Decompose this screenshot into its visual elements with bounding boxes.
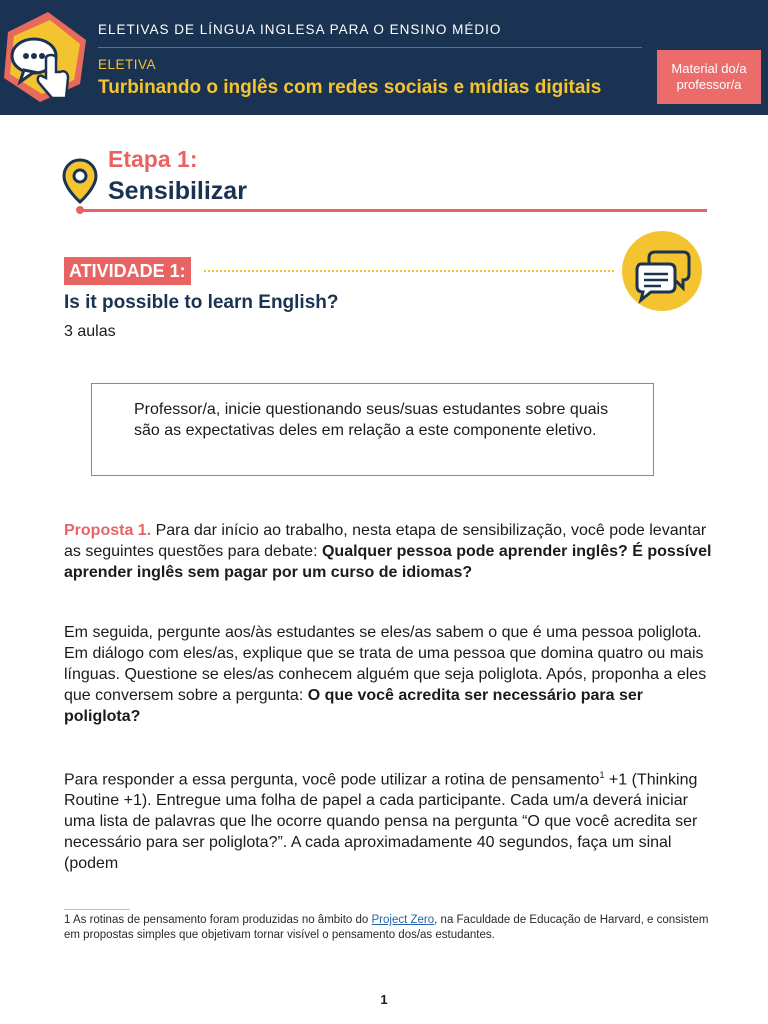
lesson-count: 3 aulas (64, 323, 116, 340)
footnote (64, 913, 714, 942)
location-pin-icon (62, 158, 98, 216)
stage-divider (80, 209, 707, 212)
footnote-divider (64, 909, 130, 910)
page-header (0, 0, 768, 115)
chat-touch-logo-icon (0, 12, 88, 102)
proposal-questions: Qualquer pessoa pode aprender inglês? É possível aprender inglês sem pagar por um curso de idiomas? (64, 543, 712, 581)
dotted-leader (204, 270, 614, 272)
stage-label: Etapa 1: (108, 146, 198, 172)
proposal-paragraph (64, 520, 714, 583)
proposal-text: Para dar início ao trabalho, nesta etapa de sensibilização, você pode levantar as seguintes questões para debate: (64, 522, 707, 560)
polyglot-question: O que você acredita ser necessário para ser poliglota? (64, 687, 643, 725)
teacher-note-text: Professor/a, inicie questionando seus/suas estudantes sobre quais são as expectativas deles em relação a este componente eletivo. (134, 401, 609, 439)
stage-name: Sensibilizar (108, 177, 247, 205)
footnote-number: 1 (64, 914, 71, 926)
project-zero-link[interactable]: Project Zero (371, 914, 435, 926)
proposal-lead: Proposta 1. (64, 522, 152, 539)
polyglot-paragraph (64, 622, 714, 727)
chat-bubbles-icon (621, 230, 703, 312)
footnote-text-before: As rotinas de pensamento foram produzidas no âmbito do (70, 914, 372, 926)
footnote-text-after: , na Faculdade de Educação de Harvard, e consistem em propostas simples que objetivam tornar visível o pensamento dos/as estudantes. (64, 914, 709, 941)
header-divider (98, 47, 642, 48)
elective-title: Turbinando o inglês com redes sociais e mídias digitais (98, 77, 602, 98)
routine-text-before: Para responder a essa pergunta, você pode utilizar a rotina de pensamento (64, 771, 600, 789)
series-title: ELETIVAS DE LÍNGUA INGLESA PARA O ENSINO MÉDIO (98, 22, 502, 37)
activity-title: Is it possible to learn English? (64, 292, 339, 313)
polyglot-text: Em seguida, pergunte aos/às estudantes se eles/as sabem o que é uma pessoa poliglota. Em diálogo com eles/as, explique que se trata de uma pessoa que domina quatro ou mais línguas. Questione se eles/as conhecem alguém que seja poliglota. Após, proponha a eles que conversem sobre a pergunta: (64, 624, 707, 704)
activity-label: ATIVIDADE 1: (64, 257, 191, 285)
page-number: 1 (380, 992, 388, 1007)
routine-paragraph (64, 765, 714, 874)
elective-kicker: ELETIVA (98, 57, 157, 72)
routine-text-after: +1 (Thinking Routine +1). Entregue uma folha de papel a cada participante. Cada um/a deverá iniciar uma lista de palavras que lhe ocorre quando pensa na pergunta “O que você acredita ser necessário para ser poliglota?”. A cada aproximadamente 40 segundos, faça um sinal (podem (64, 771, 698, 873)
teacher-material-badge: Material do/a professor/a (657, 50, 761, 104)
footnote-ref[interactable]: 1 (599, 770, 605, 780)
